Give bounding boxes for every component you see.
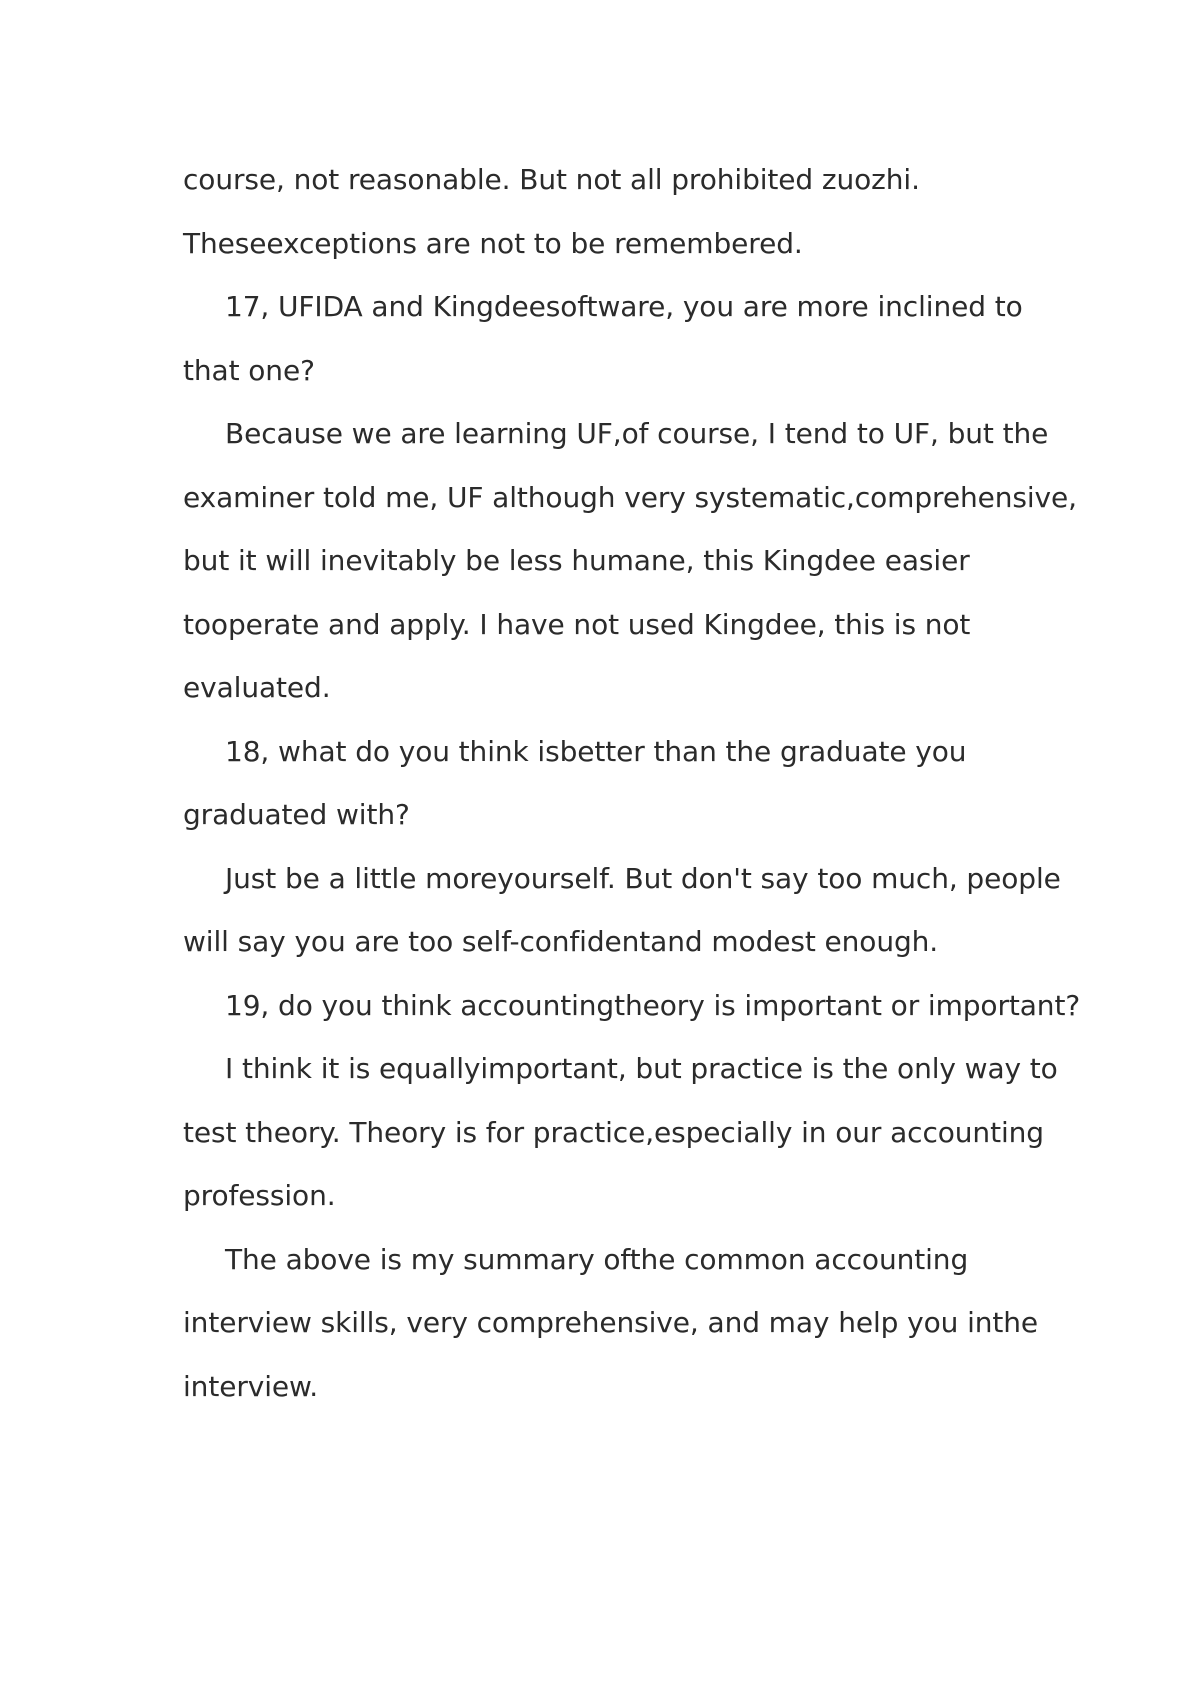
text-line: course, not reasonable. But not all prohibited zuozhi. [183,163,920,196]
question-17-line: 17, UFIDA and Kingdeesoftware, you are more inclined to [225,290,1023,323]
text-line: will say you are too self-confidentand modest enough. [183,925,939,958]
question-19-line: 19, do you think accountingtheory is important or important? [225,988,1081,1022]
text-line: but it will inevitably be less humane, this Kingdee easier [183,544,970,577]
text-line: test theory. Theory is for practice,especially in our accounting [183,1115,1044,1149]
text-line: graduated with? [183,798,410,831]
text-line: profession. [183,1179,336,1212]
answer-18-line: Just be a little moreyourself. But don't say too much, people [225,861,1061,895]
body-text [183,148,1081,1418]
text-line: Theseexceptions are not to be remembered. [183,226,803,260]
text-line: examiner told me, UF although very systematic,comprehensive, [183,480,1077,514]
text-line: that one? [183,353,315,387]
summary-line: The above is my summary ofthe common accounting [225,1242,969,1276]
text-line: tooperate and apply. I have not used Kingdee, this is not [183,607,971,641]
text-line: interview skills, very comprehensive, and may help you inthe [183,1306,1039,1339]
question-18-line: 18, what do you think isbetter than the graduate you [225,734,967,768]
answer-17-line: Because we are learning UF,of course, I tend to UF, but the [225,417,1049,450]
text-line: interview. [183,1369,319,1403]
answer-19-line: I think it is equallyimportant, but practice is the only way to [225,1052,1058,1085]
text-line: evaluated. [183,671,331,704]
